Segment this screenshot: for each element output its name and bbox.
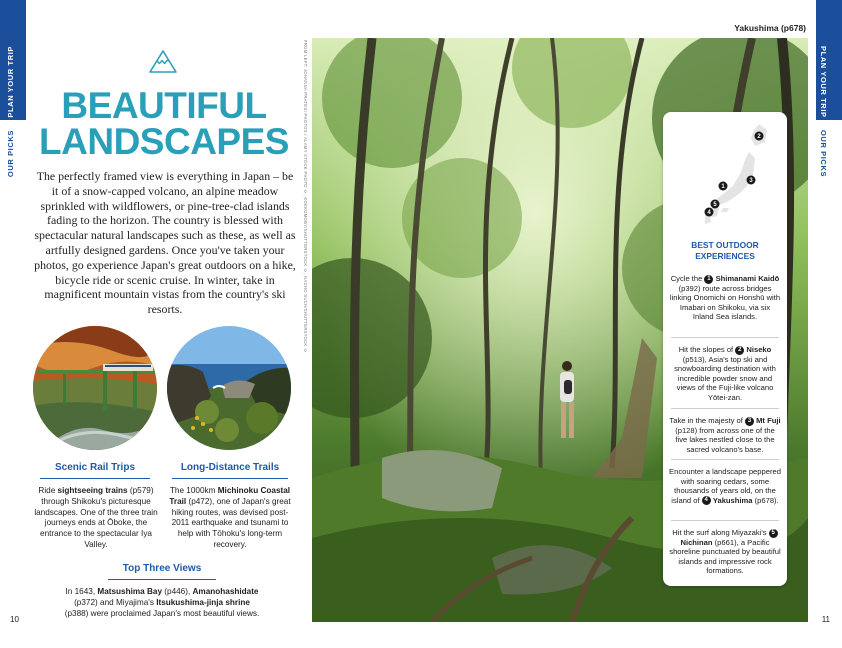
card-divider bbox=[671, 459, 779, 460]
title-line-2: LANDSCAPES bbox=[39, 121, 289, 162]
card-item-4: Encounter a landscape peppered with soaring cedars, some thousands of years old, on the island of 4 Yakushima (p678). bbox=[669, 467, 781, 505]
views-text: In 1643, Matsushima Bay (p446), Amanohashidate (p372) and Miyajima's Itsukushima-jinja shrine (p388) were proclaimed Japan's most beautiful views. bbox=[64, 587, 260, 618]
best-outdoor-card bbox=[663, 112, 787, 586]
left-tab-label: PLAN YOUR TRIP bbox=[6, 46, 15, 118]
map-marker-3: 3 bbox=[749, 178, 753, 185]
views-heading: Top Three Views bbox=[122, 563, 202, 574]
rail-text: Ride sightseeing trains (p579) through Shikoku's picturesque landscapes. One of the three train journeys ends at Ōboke, the entrance to the spectacular Iya Valley. bbox=[34, 486, 158, 549]
mountain-icon bbox=[148, 48, 178, 74]
right-tab-label: PLAN YOUR TRIP bbox=[819, 46, 828, 118]
trails-divider bbox=[172, 478, 288, 479]
japan-map bbox=[699, 122, 773, 226]
page-number-right: 11 bbox=[821, 615, 830, 624]
page-title bbox=[30, 85, 298, 162]
title-line-1: BEAUTIFUL bbox=[61, 85, 267, 126]
map-marker-2: 2 bbox=[757, 134, 761, 141]
card-divider bbox=[671, 408, 779, 409]
card-divider bbox=[671, 520, 779, 521]
card-title: BEST OUTDOOR EXPERIENCES bbox=[691, 240, 759, 261]
left-section-label: OUR PICKS bbox=[6, 130, 15, 178]
right-section-label: OUR PICKS bbox=[819, 130, 828, 178]
intro-paragraph: The perfectly framed view is everything in Japan – be it of a snow-capped volcano, an alpine meadow sprinkled with wildflowers, or pine-tree-clad islands fading to the horizon. The country is blessed with spectacular natural landscapes such as these, as well as artfully designed gardens. Once you've taken your photos, go experience Japan's great outdoors on a hike, bicycle ride or scenic cruise. In winter, take in magnificent mountain vistas from the country's ski resorts. bbox=[34, 169, 296, 317]
page-number-left: 10 bbox=[10, 615, 19, 624]
trails-heading: Long-Distance Trails bbox=[180, 462, 280, 473]
card-item-5: Hit the surf along Miyazaki's 5 Nichinan (p661), a Pacific shoreline punctuated by beautiful islands and impressive rock formations. bbox=[669, 528, 781, 576]
card-item-1: Cycle the 1 Shimanami Kaidō (p392) route across bridges linking Onomichi on Honshū with Imabari on Shikoku, via six Inland Sea islands. bbox=[669, 274, 781, 322]
map-marker-1: 1 bbox=[721, 184, 725, 191]
card-item-3: Take in the majesty of 3 Mt Fuji (p128) from across one of the five lakes nestled close to the sacred volcano's base. bbox=[669, 416, 781, 454]
map-marker-5: 5 bbox=[713, 202, 717, 209]
card-divider bbox=[671, 337, 779, 338]
map-marker-4: 4 bbox=[707, 210, 711, 217]
scenic-rail-photo bbox=[33, 326, 157, 450]
card-item-2: Hit the slopes of 2 Niseko (p513), Asia's top ski and snowboarding destination with incredible powder snow and views of the Fuji-like volcano Yōtei-zan. bbox=[674, 345, 776, 402]
trails-text: The 1000km Michinoku Coastal Trail (p472), one of Japan's great hiking routes, was devised post-2011 earthquake and tsunami to help with Tōhoku's long-term recovery. bbox=[169, 486, 291, 549]
views-divider bbox=[108, 579, 216, 580]
rail-divider bbox=[40, 478, 150, 479]
rail-heading: Scenic Rail Trips bbox=[54, 462, 136, 473]
photo-credit: FROM LEFT: JOHANNA PRATESI PHOTOS / ALAMY STOCK PHOTO ©, KOKKOMOBY/SHUTTERSTOCK ©, NACHO SUCH/SHUTTERSTOCK © bbox=[303, 40, 308, 354]
coastal-trail-photo bbox=[167, 326, 291, 450]
photo-caption: Yakushima (p678) bbox=[734, 23, 806, 33]
